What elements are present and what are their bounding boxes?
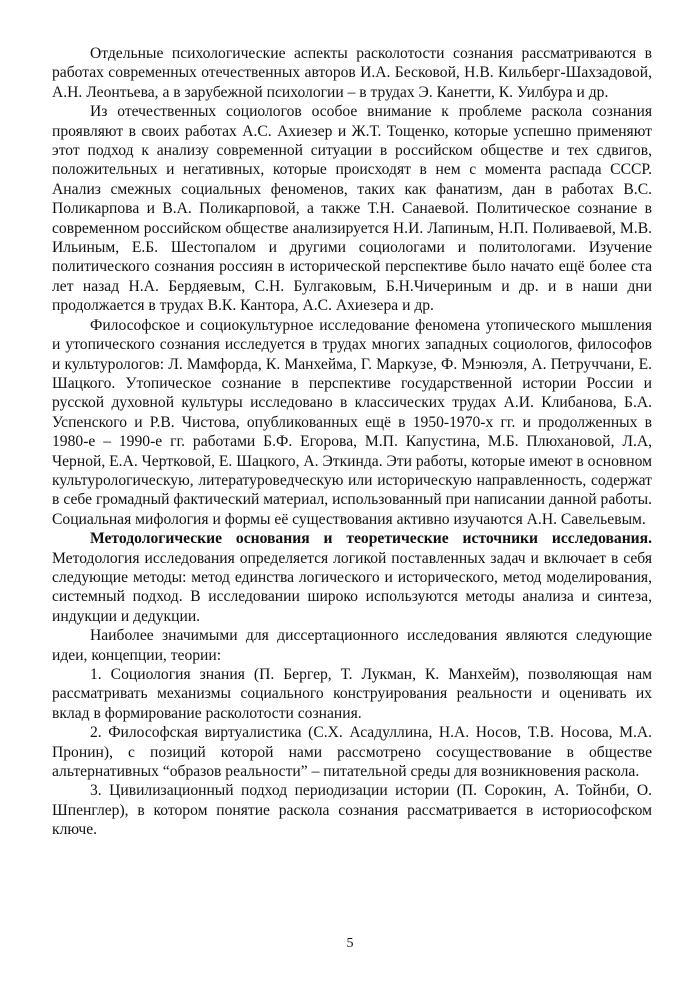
list-item: 3. Цивилизационный подход периодизации истории (П. Сорокин, А. Тойнби, О. Шпенглер), в котором понятие раскола сознания рассматривается в историософском ключе. — [52, 782, 652, 839]
paragraph: Философское и социокультурное исследование феномена утопического мышления и утопического сознания исследуется в трудах многих западных социологов, философов и культурологов: Л. Мамфорда, К. Манхейма, Г. Маркузе, Ф. Мэнюэля, А. Петруччани, Е. Шацкого. Утопическое сознание в перспективе государственной истории России и русской духовной культуры исследовано в классических трудах А.И. Клибанова, Б.А. Успенского и Р.В. Чистова, опубликованных ещё в 1950-1970-х гг. и продолженных в 1980-е – 1990-е гг. работами Б.Ф. Егорова, М.П. Капустина, М.Б. Плюхановой, Л.А, Черной, Е.А. Чертковой, Е. Шацкого, А. Эткинда. Эти работы, которые имеют в основном культурологическую, литературоведческую или историческую направленность, содержат в себе громадный фактический материал, использованный при написании данной работы. Социальная мифология и формы её существования активно изучаются А.Н. Савельевым. — [52, 316, 652, 528]
page-number: 5 — [346, 936, 354, 951]
methodology-text: Методология исследования определяется логикой поставленных задач и включает в себя следующие методы: метод единства логического и исторического, метод моделирования, системный подход. В исследовании широко используются методы анализа и синтеза, индукции и дедукции. — [52, 549, 652, 625]
paragraph: Наиболее значимыми для диссертационного исследования являются следующие идеи, концепции, теории: — [52, 627, 652, 664]
list-item: 1. Социология знания (П. Бергер, Т. Лукман, К. Манхейм), позволяющая нам рассматривать механизмы социального конструирования реальности и оценивать их вклад в формирование расколотости сознания. — [52, 666, 652, 722]
paragraph: Отдельные психологические аспекты расколотости сознания рассматриваются в работах современных отечественных авторов И.А. Бесковой, Н.В. Кильберг-Шахзадовой, А.Н. Леонтьева, а в зарубежной психологии – в трудах Э. Канетти, К. Уилбура и др. — [52, 45, 652, 101]
paragraph: Из отечественных социологов особое внимание к проблеме раскола сознания проявляют в своих работах А.С. Ахиезер и Ж.Т. Тощенко, которые успешно применяют этот подход к анализу современной ситуации в российском обществе и тех сдвигов, положительных и негативных, которые происходят в нем с момента распада СССР. Анализ смежных социальных феноменов, таких как фанатизм, дан в работах В.С. Поликарпова и В.А. Поликарповой, а также Т.Н. Санаевой. Политическое сознание в современном российском обществе анализируется Н.И. Лапиным, Н.П. Поливаевой, М.В. Ильиным, Е.Б. Шестопалом и другими социологами и политологами. Изучение политического сознания россиян в исторической перспективе было начато ещё более ста лет назад Н.А. Бердяевым, С.Н. Булгаковым, Б.Н.Чичериным и др. и в наши дни продолжается в трудах В.К. Кантора, А.С. Ахиезера и др. — [52, 103, 652, 315]
section-heading: Методологические основания и теоретические источники исследования. — [90, 530, 652, 548]
document-page — [52, 44, 652, 840]
list-item: 2. Философская виртуалистика (С.Х. Асадуллина, Н.А. Носов, Т.В. Носова, М.А. Пронин), с позиций которой нами рассмотрено сосуществование в обществе альтернативных “образов реальности” – питательной среды для возникновения раскола. — [52, 724, 652, 781]
methodology-paragraph — [52, 529, 652, 626]
